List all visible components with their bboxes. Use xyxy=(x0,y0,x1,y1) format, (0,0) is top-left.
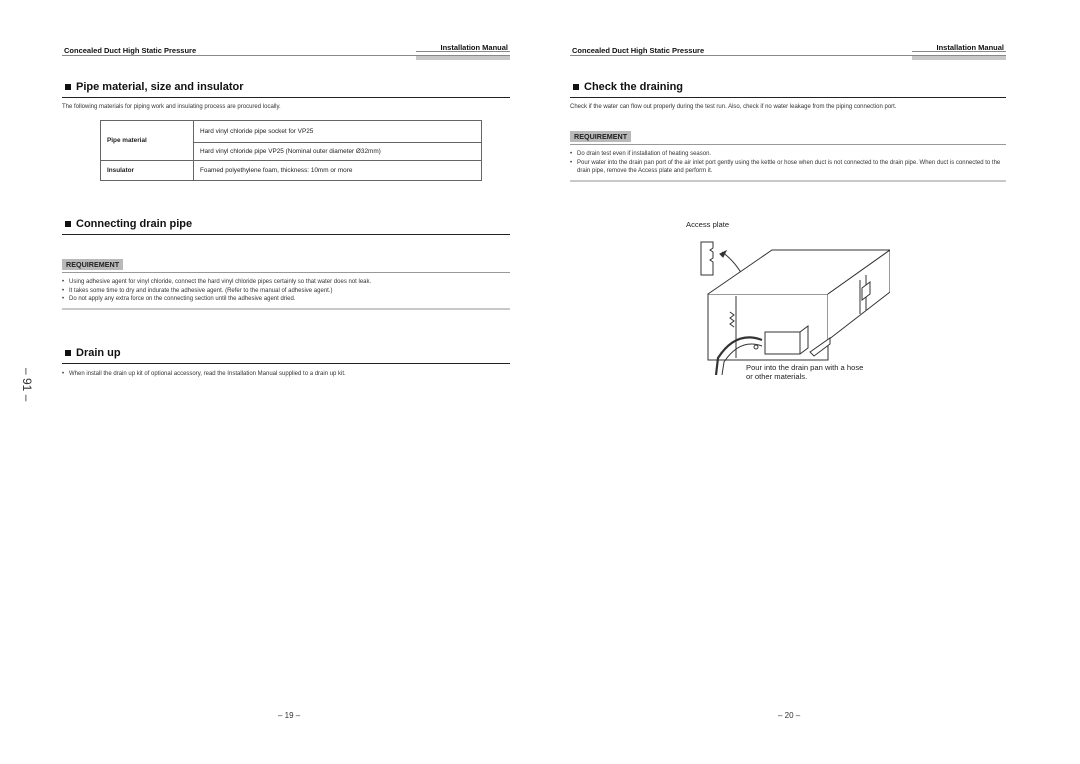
requirement-rule xyxy=(570,144,1006,145)
list-item: • Do drain test even if installation of heating season. xyxy=(570,150,1006,159)
right-page xyxy=(570,0,1006,764)
drain-test-illustration xyxy=(690,230,890,375)
pipe-material-label: Pipe material xyxy=(101,121,194,161)
manual-tag: Installation Manual xyxy=(936,43,1004,52)
requirement-list xyxy=(62,278,510,304)
page-number: – 19 – xyxy=(278,711,301,720)
list-item: • Pour water into the drain pan port of the air inlet port gently using the kettle or hose when duct is not connected to the drain pipe. When duct is connected to the drain pipe, remove the Access plate and perform it. xyxy=(570,159,1006,176)
access-plate-shape xyxy=(701,242,713,275)
requirement-box xyxy=(62,254,510,310)
section-rule xyxy=(570,97,1006,98)
pipe-material-value-2: Hard vinyl chloride pipe VP25 (Nominal outer diameter Ø32mm) xyxy=(194,143,482,161)
section-rule xyxy=(62,234,510,235)
section-title: Pipe material, size and insulator xyxy=(62,81,510,95)
requirement-rule xyxy=(62,272,510,273)
check-draining-section xyxy=(570,81,1006,110)
header-rule-top xyxy=(912,51,1006,52)
pipe-material-value-1: Hard vinyl chloride pipe socket for VP25 xyxy=(194,121,482,143)
left-page xyxy=(62,0,510,764)
side-page-number: – 91 – xyxy=(20,368,34,402)
header-tab-bar xyxy=(912,56,1006,60)
notes-list xyxy=(62,370,510,379)
requirement-badge: REQUIREMENT xyxy=(570,131,631,142)
access-plate-label: Access plate xyxy=(686,220,730,229)
header-tab-bar xyxy=(416,56,510,60)
connecting-drain-pipe-section xyxy=(62,218,510,235)
section-title: Drain up xyxy=(62,347,510,361)
document-title: Concealed Duct High Static Pressure xyxy=(64,46,197,55)
table-row xyxy=(101,161,482,181)
drain-up-section xyxy=(62,347,510,364)
section-rule xyxy=(62,97,510,98)
page-header xyxy=(62,40,510,62)
section-title: Check the draining xyxy=(570,81,1006,95)
requirement-box xyxy=(570,126,1006,182)
insulator-label: Insulator xyxy=(101,161,194,181)
materials-table xyxy=(100,120,482,181)
section-title: Connecting drain pipe xyxy=(62,218,510,232)
list-item: • It takes some time to dry and indurate the adhesive agent. (Refer to the manual of adhesive agent.) xyxy=(62,287,510,296)
requirement-badge: REQUIREMENT xyxy=(62,259,123,270)
table-row xyxy=(101,121,482,143)
pour-caption-line2: or other materials. xyxy=(746,372,808,381)
page-number: – 20 – xyxy=(778,711,801,720)
pipe-material-section xyxy=(62,81,510,110)
drain-up-notes xyxy=(62,365,510,379)
manual-tag: Installation Manual xyxy=(440,43,508,52)
list-item: • Using adhesive agent for vinyl chloride, connect the hard vinyl chloride pipes certainly so that water does not leak. xyxy=(62,278,510,287)
list-item: • When install the drain up kit of optional accessory, read the Installation Manual supplied to a drain up kit. xyxy=(62,370,510,379)
insulator-value: Foamed polyethylene foam, thickness: 10mm or more xyxy=(194,161,482,181)
list-item: • Do not apply any extra force on the connecting section until the adhesive agent dried. xyxy=(62,295,510,304)
page-header xyxy=(570,40,1006,62)
header-rule-top xyxy=(416,51,510,52)
section-intro: Check if the water can flow out properly during the test run. Also, check if no water leakage from the piping connection port. xyxy=(570,104,897,110)
requirement-end-rule xyxy=(570,180,1006,182)
requirement-list xyxy=(570,150,1006,176)
pour-caption xyxy=(746,363,863,381)
section-rule xyxy=(62,363,510,364)
section-intro: The following materials for piping work and insulating process are procured locally. xyxy=(62,104,281,110)
document-title: Concealed Duct High Static Pressure xyxy=(572,46,705,55)
requirement-end-rule xyxy=(62,308,510,310)
pour-caption-line1: Pour into the drain pan with a hose xyxy=(746,363,864,372)
